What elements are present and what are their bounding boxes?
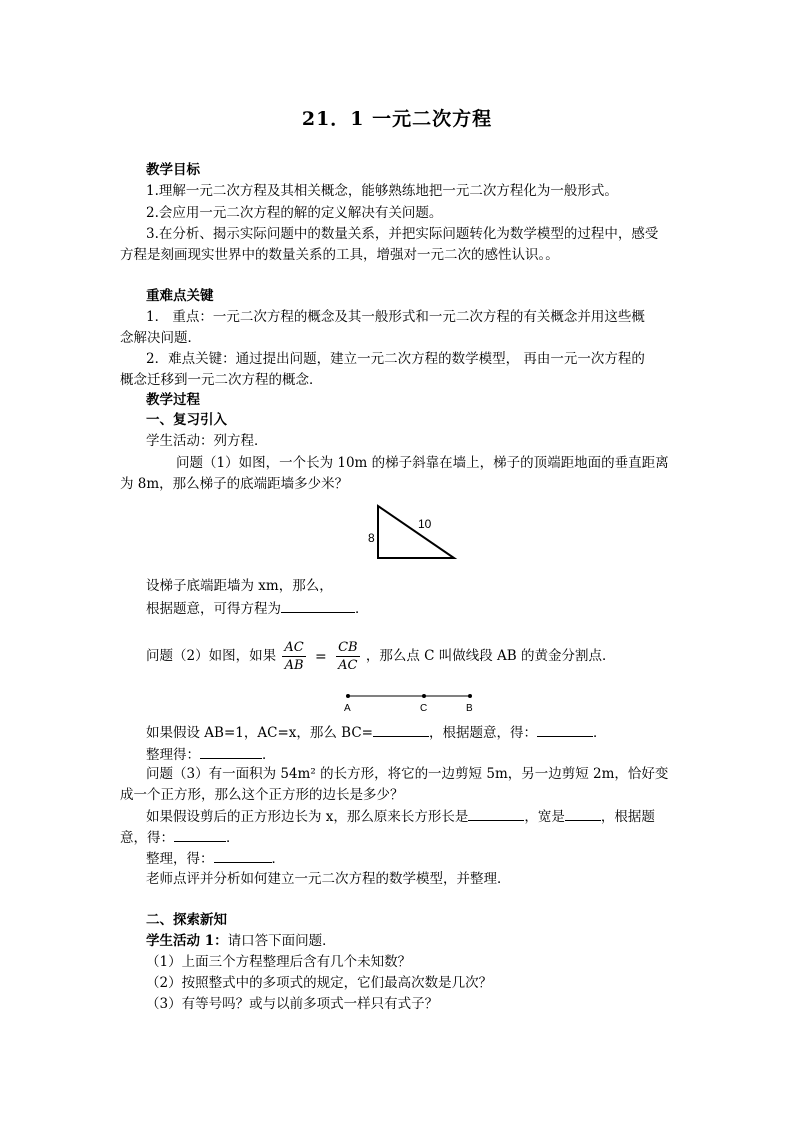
q2-tidy-blank <box>200 744 262 759</box>
q2-answer-a: 如果假设 AB=1，AC=x，那么 BC= <box>146 725 373 741</box>
point-b-label: B <box>466 703 473 712</box>
q3-answer2-end: ． <box>226 830 240 846</box>
point-a-label: A <box>344 703 351 712</box>
student-activity: 学生活动：列方程． <box>146 433 268 449</box>
explore-question-3: （3）有等号吗？或与以前多项式一样只有式子？ <box>146 996 439 1012</box>
section-review-heading: 一、复习引入 <box>146 412 227 428</box>
fraction-cb-over-ac <box>336 639 360 674</box>
q3-answer-line-2 <box>120 827 240 848</box>
page-title: 21．1 一元二次方程 <box>301 108 493 130</box>
point-a <box>346 694 350 698</box>
q3-answer2-text: 意，得： <box>120 830 174 846</box>
point-c-label: C <box>420 703 428 712</box>
process-heading: 教学过程 <box>146 392 200 408</box>
q3-answer-a: 如果假设剪后的正方形边长为 x，那么原来长方形长是 <box>146 809 469 825</box>
keypoint-line-4: 概念迁移到一元二次方程的概念． <box>120 372 323 388</box>
question-3-line-1: 问题（3）有一面积为 54m² 的长方形，将它的一边剪短 5m，另一边剪短 2m，恰好变 <box>146 766 669 782</box>
objective-item-1: 1.理解一元二次方程及其相关概念，能够熟练地把一元二次方程化为一般形式。 <box>146 183 618 199</box>
q1-blank <box>281 598 355 613</box>
objective-item-2: 2.会应用一元二次方程的解的定义解决有关问题。 <box>146 205 443 221</box>
activity-1-label: 学生活动 1： <box>146 933 228 949</box>
q3-answer-b: ，宽是 <box>524 809 565 825</box>
golden-section-segment-figure <box>340 688 480 712</box>
keypoint-line-2: 念解决问题． <box>120 330 201 346</box>
q2-answer-end: ． <box>592 725 607 741</box>
fraction-denominator-ab: AB <box>284 658 304 673</box>
q2-tidy-end: ． <box>262 747 276 763</box>
question-2-prefix: 问题（2）如图，如果 <box>146 648 277 664</box>
q3-blank-width <box>565 806 601 821</box>
fraction-numerator-cb: CB <box>338 640 358 655</box>
point-c <box>422 694 426 698</box>
fraction-numerator-ac: AC <box>284 640 304 655</box>
q3-tidy-blank <box>214 848 272 863</box>
ladder-triangle-figure <box>364 502 464 566</box>
explore-question-1: （1）上面三个方程整理后含有几个未知数？ <box>146 954 412 970</box>
equals-sign: = <box>315 648 327 665</box>
objective-item-3: 3.在分析、揭示实际问题中的数量关系，并把实际问题转化为数学模型的过程中，感受 <box>146 226 659 242</box>
q1-answer-line-2 <box>146 598 369 619</box>
keypoints-heading: 重难点关键 <box>146 288 214 304</box>
student-activity-1 <box>146 931 336 951</box>
teacher-comment: 老师点评并分析如何建立一元二次方程的数学模型，并整理． <box>146 871 511 887</box>
question-2-suffix: ，那么点 C 叫做线段 AB 的黄金分割点． <box>365 648 616 664</box>
fraction-ac-over-ab <box>282 639 305 674</box>
triangle-side-label: 8 <box>368 531 375 545</box>
q3-answer-c: ，根据题 <box>600 809 655 825</box>
q2-answer-line <box>146 722 606 743</box>
q3-tidy-text: 整理，得： <box>146 851 214 867</box>
point-b <box>468 694 472 698</box>
triangle-shape <box>378 506 454 558</box>
q2-blank-bc <box>373 722 429 737</box>
fraction-denominator-ac: AC <box>338 658 358 673</box>
q3-answer-line-1 <box>146 806 655 827</box>
question-1-line-2: 为 8m，那么梯子的底端距墙多少米？ <box>120 476 349 492</box>
q2-answer-b: ，根据题意，得： <box>428 725 537 741</box>
question-1-line-1: 问题（1）如图，一个长为 10m 的梯子斜靠在墙上，梯子的顶端距地面的垂直距离 <box>176 455 669 471</box>
q1-answer-text: 根据题意，可得方程为 <box>146 601 281 617</box>
q3-tidy-end: ． <box>271 851 285 867</box>
q2-tidy-line <box>146 744 276 765</box>
objective-item-3-cont: 方程是刻画现实世界中的数量关系的工具，增强对一元二次的感性认识。。 <box>120 247 559 263</box>
question-2-line <box>146 636 616 677</box>
q2-tidy-text: 整理得： <box>146 747 200 763</box>
q3-blank-length <box>468 806 524 821</box>
keypoint-line-1: 1． 重点：一元二次方程的概念及其一般形式和一元二次方程的有关概念并用这些概 <box>146 309 645 325</box>
section-explore-heading: 二、探索新知 <box>146 912 227 928</box>
triangle-hypotenuse-label: 10 <box>418 517 432 531</box>
q3-blank-eq <box>174 827 226 842</box>
q1-answer-end: ． <box>355 601 369 617</box>
q1-answer-line-1: 设梯子底端距墙为 xm，那么， <box>146 578 333 594</box>
explore-question-2: （2）按照整式中的多项式的规定，它们最高次数是几次？ <box>146 975 493 991</box>
q2-blank-eq <box>537 722 593 737</box>
keypoint-line-3: 2．难点关键：通过提出问题，建立一元二次方程的数学模型， 再由一元一次方程的 <box>146 351 645 367</box>
question-3-line-2: 成一个正方形，那么这个正方形的边长是多少？ <box>120 787 404 803</box>
objectives-heading: 教学目标 <box>146 162 200 178</box>
q3-tidy-line <box>146 848 285 869</box>
activity-1-text: 请口答下面问题． <box>227 933 336 949</box>
